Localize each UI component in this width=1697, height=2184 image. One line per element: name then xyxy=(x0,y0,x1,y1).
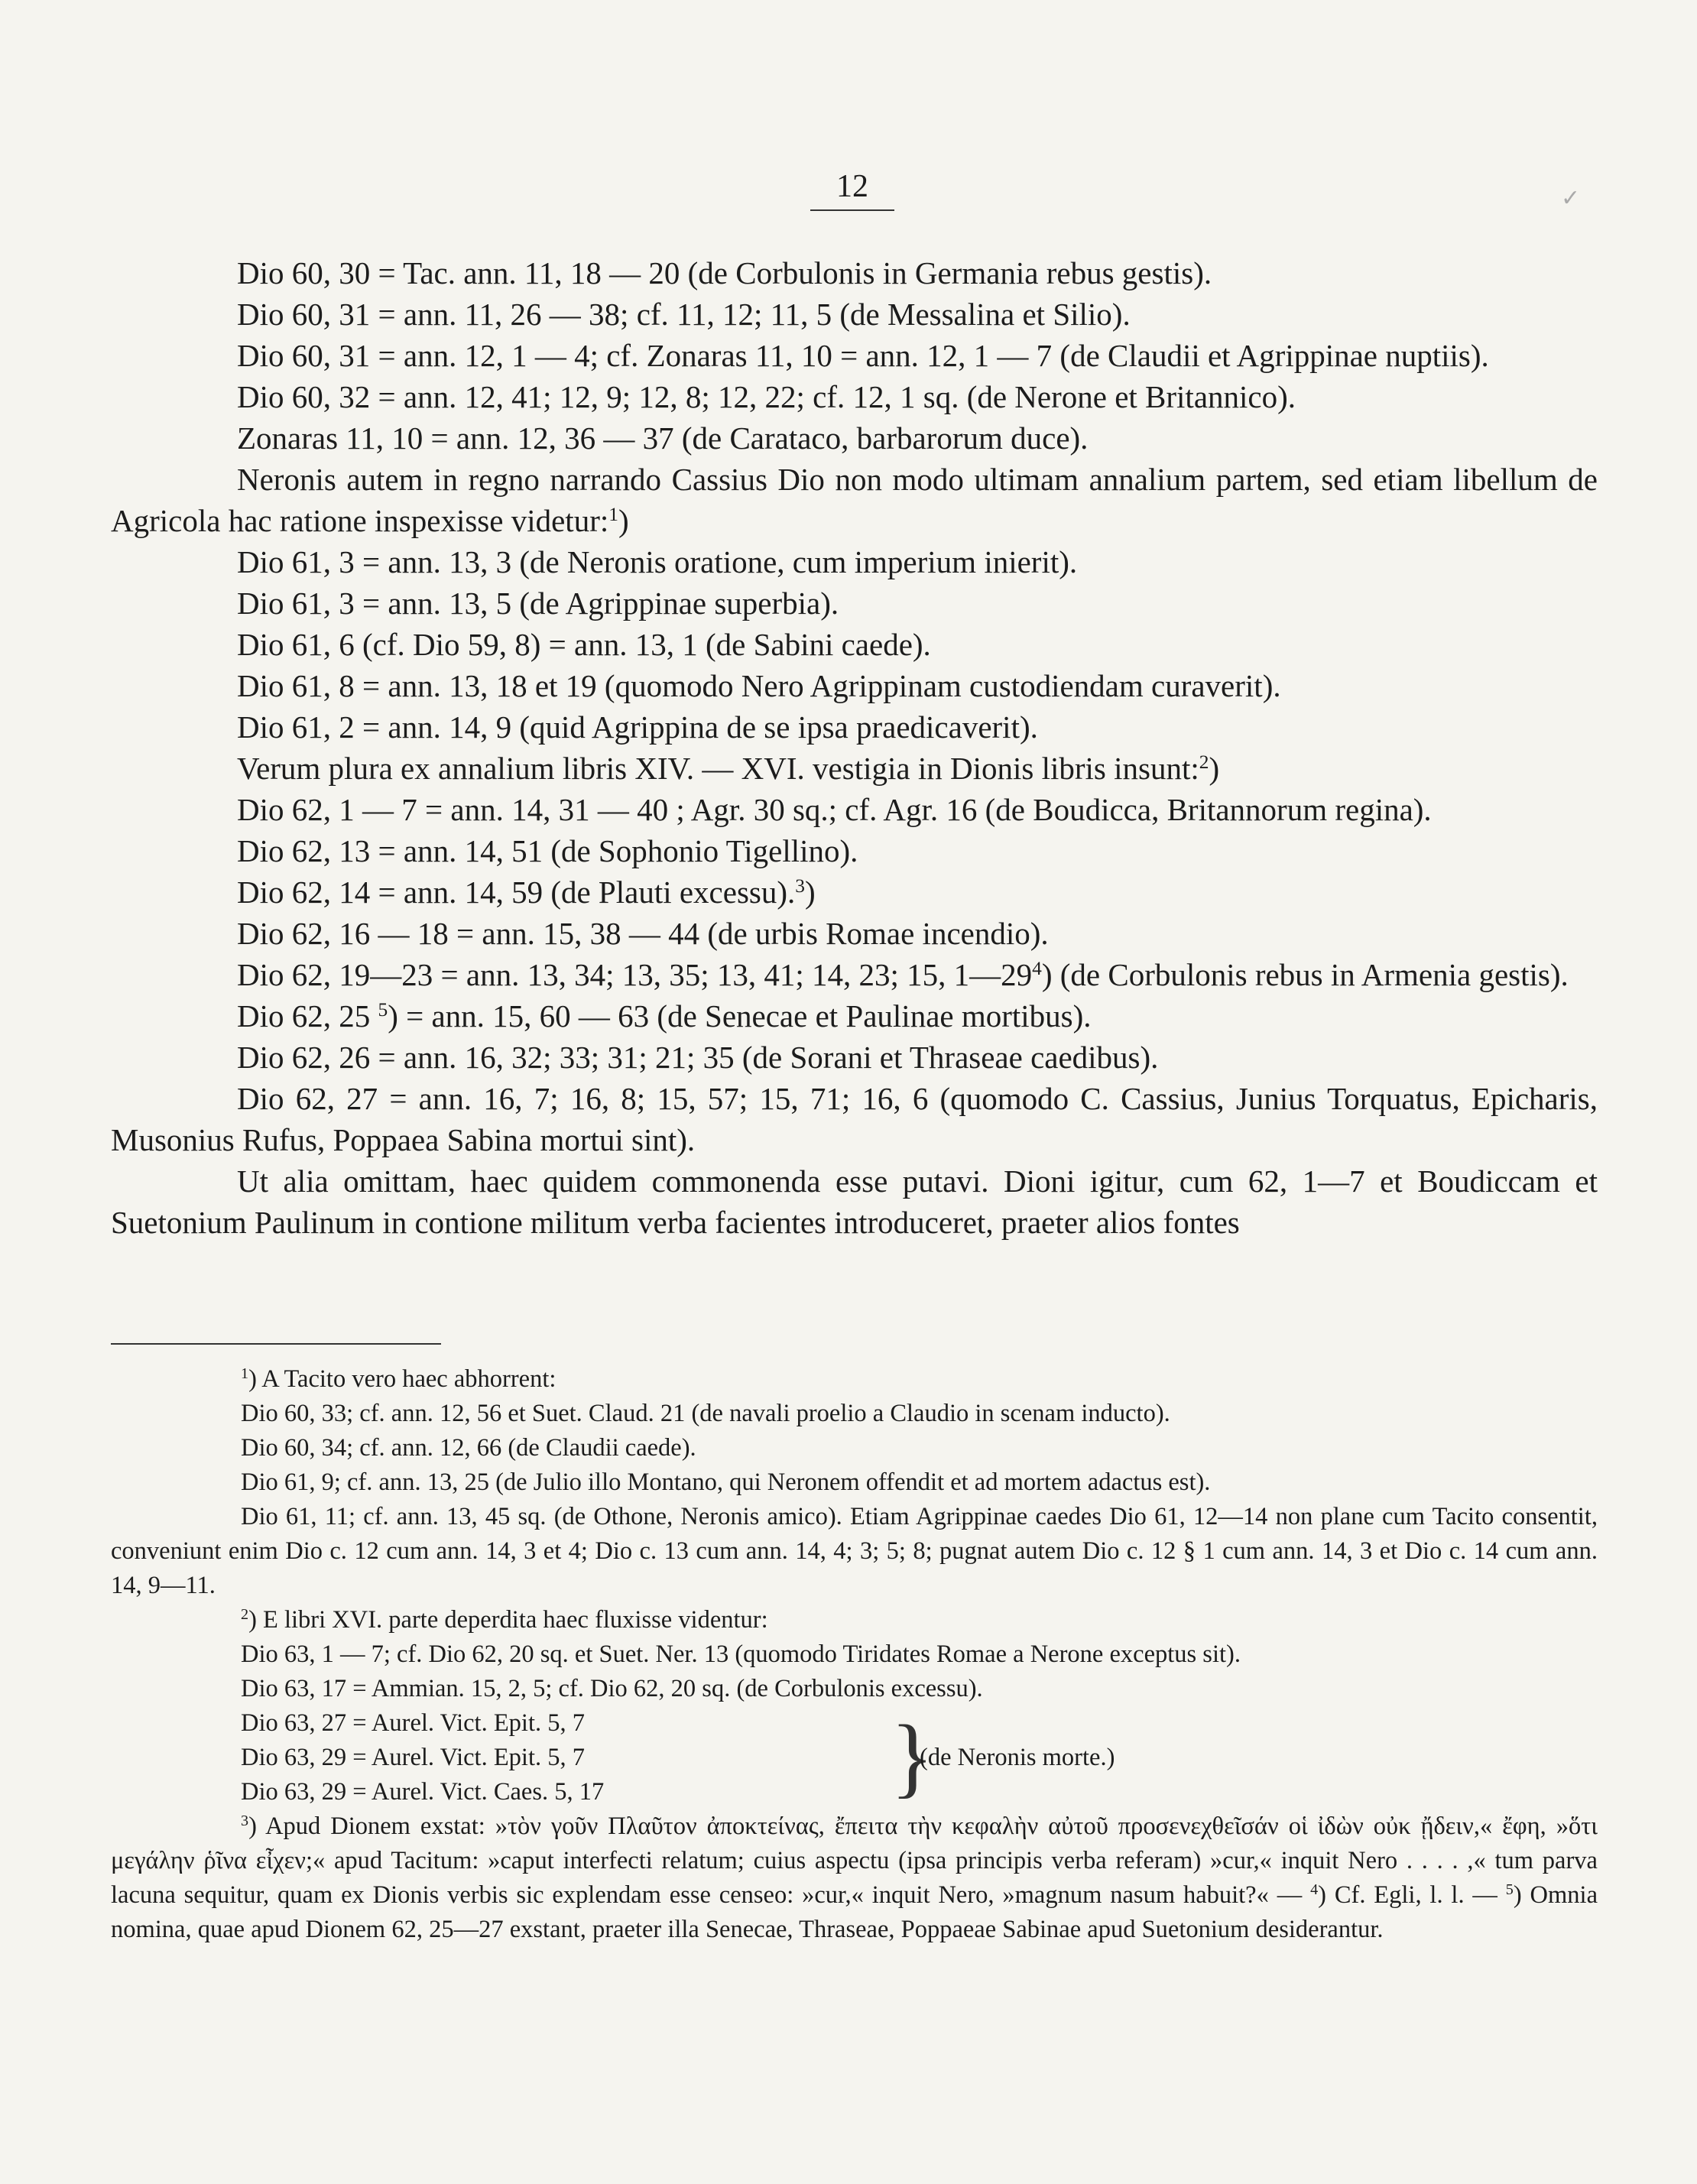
brace-note: (de Neronis morte.) xyxy=(920,1744,1115,1771)
footnote-3-5-paragraph xyxy=(111,1809,1598,1947)
concordance-line: Zonaras 11, 10 = ann. 12, 36 — 37 (de Carataco, barbarorum duce). xyxy=(237,420,1089,456)
paragraph-text: Neronis autem in regno narrando Cassius Dio non modo ultimam annalium partem, sed etiam libellum de Agricola hac ratione inspexisse videtur: xyxy=(111,462,1598,538)
footnote-2-intro xyxy=(111,1603,1598,1637)
footnote-line: Dio 61, 9; cf. ann. 13, 25 (de Julio illo Montano, qui Neronem offendit et ad mortem adactus est). xyxy=(241,1468,1211,1496)
footnote-mark: 1 xyxy=(241,1365,249,1382)
footnote-1-paragraph: Dio 61, 11; cf. ann. 13, 45 sq. (de Othone, Neronis amico). Etiam Agrippinae caedes Dio 61, 12—14 non plane cum Tacito consentit, conveniunt enim Dio c. 12 cum ann. 14, 3 et 4; Dio c. 13 cum ann. 14, 4; 3; 5; 8; pugnat autem Dio c. 12 § 1 cum ann. 14, 3 et Dio c. 14 cum ann. 14, 9—11. xyxy=(111,1503,1598,1599)
footnote-ref-3: 3 xyxy=(795,875,805,897)
concordance-line: Dio 62, 1 — 7 = ann. 14, 31 — 40 ; Agr. 30 sq.; cf. Agr. 16 (de Boudicca, Britannorum regina). xyxy=(237,792,1432,827)
page-number-rule xyxy=(810,209,894,211)
line-text: Dio 62, 25 xyxy=(237,998,371,1034)
concordance-line: Dio 60, 32 = ann. 12, 41; 12, 9; 12, 8; 12, 22; cf. 12, 1 sq. (de Nerone et Britannico). xyxy=(237,379,1296,414)
line-text: ) = ann. 15, 60 — 63 (de Senecae et Paulinae mortibus). xyxy=(388,998,1092,1034)
concordance-line-plauti: Dio 62, 14 = ann. 14, 59 (de Plauti excessu).$^3$) xyxy=(237,875,816,910)
footnote-line: Dio 60, 33; cf. ann. 12, 56 et Suet. Claud. 21 (de navali proelio a Claudio in scenam inducto). xyxy=(241,1400,1170,1427)
concordance-line: Dio 61, 8 = ann. 13, 18 et 19 (quomodo Nero Agrippinam custodiendam curaverit). xyxy=(237,668,1281,703)
margin-check-mark: ✓ xyxy=(1561,185,1581,212)
footnote-rule xyxy=(111,1343,441,1345)
concordance-line-seneca xyxy=(111,995,1598,1037)
line-text: Dio 62, 14 = ann. 14, 59 (de Plauti excessu). xyxy=(237,875,796,910)
page-number: 12 xyxy=(836,169,868,204)
brace-symbol: } xyxy=(891,1706,934,1806)
footnote-line: Dio 60, 34; cf. ann. 12, 66 (de Claudii caede). xyxy=(241,1434,696,1462)
footnote-text: ) A Tacito vero haec abhorrent: xyxy=(248,1365,556,1393)
concordance-line-armenia xyxy=(111,954,1598,995)
paragraph-text: Verum plura ex annalium libris XIV. — XVI. vestigia in Dionis libris insunt: xyxy=(237,751,1199,786)
footnote-line: Dio 63, 1 — 7; cf. Dio 62, 20 sq. et Suet. Ner. 13 (quomodo Tiridates Romae a Nerone exceptus sit). xyxy=(241,1640,1241,1668)
footnote-brace-group xyxy=(111,1706,1598,1809)
footnote-line: Dio 63, 17 = Ammian. 15, 2, 5; cf. Dio 62, 20 sq. (de Corbulonis excessu). xyxy=(241,1675,983,1702)
main-text xyxy=(111,252,1598,1243)
line-text: ) (de Corbulonis rebus in Armenia gestis). xyxy=(1041,957,1569,992)
footnote-mark: 4 xyxy=(1310,1881,1319,1898)
concordance-line: Dio 61, 6 (cf. Dio 59, 8) = ann. 13, 1 (de Sabini caede). xyxy=(237,627,931,662)
concordance-line: Dio 60, 30 = Tac. ann. 11, 18 — 20 (de Corbulonis in Germania rebus gestis). xyxy=(237,255,1212,290)
concordance-line: Dio 60, 31 = ann. 12, 1 — 4; cf. Zonaras 11, 10 = ann. 12, 1 — 7 (de Claudii et Agrippinae nuptiis). xyxy=(237,338,1489,373)
footnote-text: ) Apud Dionem exstat: »τὸν γοῦν Πλαῦτον ἀποκτείνας, ἔπειτα τὴν κεφαλὴν αὐτοῦ προσενεχθεῖσάν οἱ ἰδὼν οὐκ ᾔδειν,« ἔφη, »ὅτι μεγάλην ῥῖνα εἶχεν;« apud Tacitum: »caput interfecti relatum; cuius aspectu (ipsa principis verba referam) »cur,« inquit Nero . . . . ,« tum parva lacuna sequitur, quam ex Dionis verbis sic explendam esse censeo: »cur,« inquit Nero, »magnum nasum habuit?« — xyxy=(111,1812,1598,1909)
footnote-1-intro xyxy=(111,1362,1598,1397)
concordance-line: Dio 62, 13 = ann. 14, 51 (de Sophonio Tigellino). xyxy=(237,833,858,868)
footnote-mark: 3 xyxy=(241,1812,249,1829)
footnote-text: ) Omnia nomina, quae apud Dionem 62, 25—27 exstant, praeter illa Senecae, Thraseae, Poppaeae Sabinae apud Suetonium desiderantur. xyxy=(111,1881,1598,1943)
footnote-line: Dio 63, 27 = Aurel. Vict. Epit. 5, 7 xyxy=(241,1709,585,1737)
concordance-line: Dio 61, 3 = ann. 13, 5 (de Agrippinae superbia). xyxy=(237,586,839,621)
footnote-line: Dio 63, 29 = Aurel. Vict. Epit. 5, 7 xyxy=(241,1744,585,1771)
paragraph-verum: Verum plura ex annalium libris XIV. — XVI. vestigia in Dionis libris insunt:$^2$) xyxy=(237,751,1220,786)
footnote-mark: 5 xyxy=(1505,1881,1514,1898)
paragraph-neronis: Neronis autem in regno narrando Cassius Dio non modo ultimam annalium partem, sed etiam libellum de Agricola hac ratione inspexisse videtur:$^1$) xyxy=(111,462,1598,538)
line-text: Dio 62, 19—23 = ann. 13, 34; 13, 35; 13, 41; 14, 23; 15, 1—29 xyxy=(237,957,1033,992)
footnote-text: ) Cf. Egli, l. l. — xyxy=(1318,1881,1497,1909)
concordance-line: Dio 61, 2 = ann. 14, 9 (quid Agrippina de se ipsa praedicaverit). xyxy=(237,709,1038,745)
concordance-line: Dio 61, 3 = ann. 13, 3 (de Neronis oratione, cum imperium inierit). xyxy=(237,544,1078,579)
footnote-ref-5: 5 xyxy=(378,999,388,1021)
concordance-line: Dio 62, 27 = ann. 16, 7; 16, 8; 15, 57; 15, 71; 16, 6 (quomodo C. Cassius, Junius Torquatus, Epicharis, Musonius Rufus, Poppaea Sabina mortui sint). xyxy=(111,1081,1598,1157)
concordance-line: Dio 60, 31 = ann. 11, 26 — 38; cf. 11, 12; 11, 5 (de Messalina et Silio). xyxy=(237,297,1131,332)
footnote-ref-4: 4 xyxy=(1032,958,1042,980)
footnote-mark: 2 xyxy=(241,1605,249,1623)
concordance-line: Dio 62, 16 — 18 = ann. 15, 38 — 44 (de urbis Romae incendio). xyxy=(237,916,1049,951)
footnotes xyxy=(111,1362,1598,1947)
footnote-text: ) E libri XVI. parte deperdita haec fluxisse videntur: xyxy=(248,1606,768,1634)
footnote-ref-1: 1 xyxy=(608,504,618,526)
concordance-line: Dio 62, 26 = ann. 16, 32; 33; 31; 21; 35 (de Sorani et Thraseae caedibus). xyxy=(237,1040,1159,1075)
footnote-ref-2: 2 xyxy=(1199,751,1209,774)
footnote-line: Dio 63, 29 = Aurel. Vict. Caes. 5, 17 xyxy=(241,1778,605,1806)
paragraph-ut: Ut alia omittam, haec quidem commonenda esse putavi. Dioni igitur, cum 62, 1—7 et Boudiccam et Suetonium Paulinum in contione militum verba facientes introduceret, praeter alios fontes xyxy=(111,1163,1598,1240)
